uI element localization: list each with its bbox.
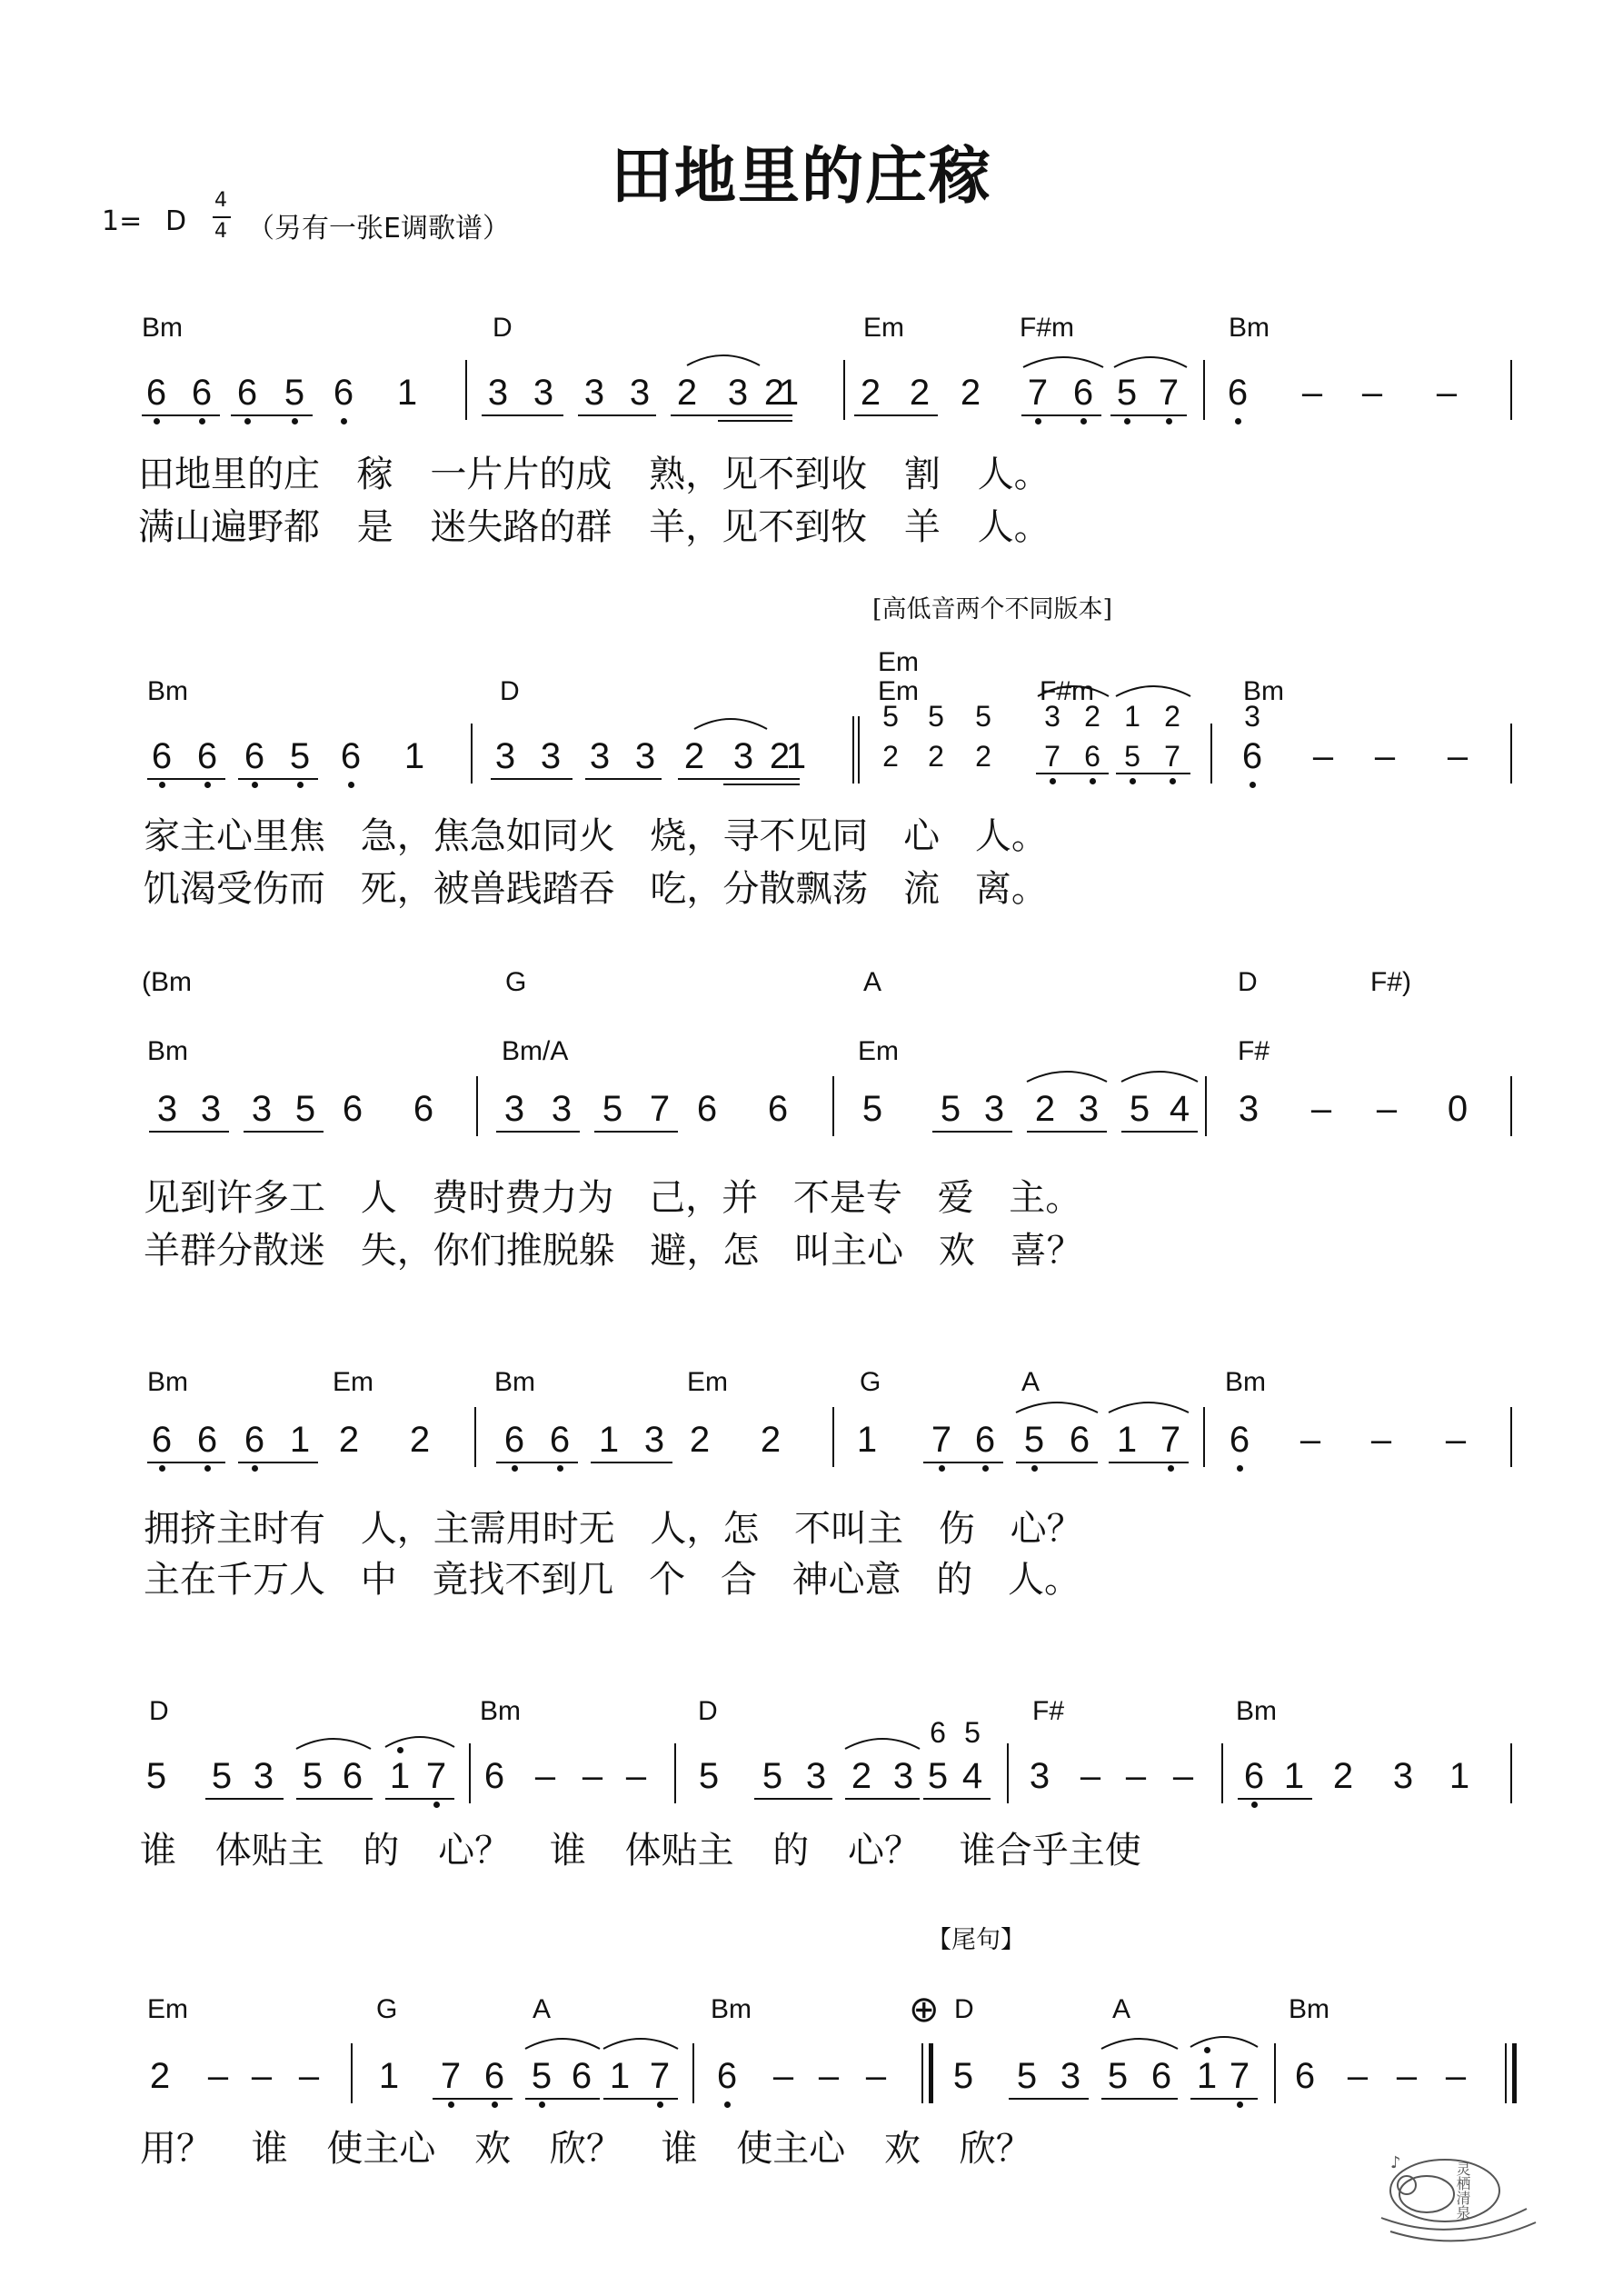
jianpu-note upper-voice: 3 <box>1044 700 1060 733</box>
jianpu-note: 5 <box>952 2056 974 2096</box>
jianpu-note: 7 <box>1229 2056 1250 2096</box>
tie-slur <box>1114 357 1187 367</box>
jianpu-note: 5 <box>698 1756 720 1796</box>
jianpu-note: 3 <box>251 1089 273 1129</box>
jianpu-note: 1 <box>378 2056 400 2096</box>
version-remark: [高低音两个不同版本] <box>872 595 1113 624</box>
jianpu-note lower-voice: 6 <box>1084 740 1100 773</box>
jianpu-note upper-voice: 3 <box>1244 700 1260 733</box>
tie-slur <box>1101 2039 1178 2049</box>
lyric-line: 羊群分散迷 失，你们推脱躲 避，怎 叫主心 欢 喜？ <box>144 1230 1083 1272</box>
jianpu-note: 6 <box>236 373 258 413</box>
chord-symbol: Bm <box>480 1696 521 1726</box>
jianpu-note: 6 <box>1294 2056 1316 2096</box>
chord-symbol: F#) <box>1370 967 1411 997</box>
chord-symbol: F# <box>1238 1036 1270 1066</box>
chord-symbol: Em <box>333 1367 373 1397</box>
chord-symbol: Bm <box>147 676 188 706</box>
lyric-line: 田地里的庄 稼 一片片的成 熟，见不到收 割 人。 <box>138 454 1050 495</box>
jianpu-note: 6 <box>1072 373 1094 413</box>
jianpu-note lower-voice: 2 <box>975 740 991 773</box>
jianpu-note: – <box>1301 373 1323 413</box>
jianpu-note: – <box>1125 1756 1147 1796</box>
chord-symbol: Bm <box>1229 313 1270 343</box>
chord-symbol: F#m <box>1040 676 1094 706</box>
jianpu-note: 3 <box>629 373 651 413</box>
jianpu-note: 4 <box>1169 1089 1190 1129</box>
lyric-line: 谁 体贴主 的 心？ 谁 体贴主 的 心？ 谁合乎主使 <box>140 1830 1141 1872</box>
jianpu-note: 2 <box>909 373 931 413</box>
jianpu-note: 3 <box>1238 1089 1260 1129</box>
jianpu-note: 6 <box>196 736 218 776</box>
jianpu-note: 0 <box>1447 1089 1469 1129</box>
jianpu-note: – <box>1445 2056 1467 2096</box>
jianpu-note: 5 <box>940 1089 961 1129</box>
lyric-line: 见到许多工 人 费时费力为 己，并 不是专 爱 主。 <box>144 1177 1082 1219</box>
jianpu-note: 3 <box>1029 1756 1050 1796</box>
jianpu-note: 1 <box>1196 2056 1218 2096</box>
jianpu-note: 6 <box>340 736 362 776</box>
time-signature-denominator: 4 <box>214 220 227 243</box>
jianpu-note: 3 <box>253 1756 274 1796</box>
jianpu-note: 6 <box>974 1420 996 1460</box>
chord-symbol: (Bm <box>142 967 192 997</box>
chord-symbol: D <box>500 676 520 706</box>
sheep-logo-icon <box>1381 2153 1536 2241</box>
jianpu-note: – <box>1310 1089 1332 1129</box>
chord-symbol: G <box>376 1994 398 2024</box>
jianpu-note: – <box>865 2056 887 2096</box>
jianpu-note: 6 <box>1243 1756 1265 1796</box>
tie-slur <box>1016 1403 1098 1413</box>
tie-slur <box>385 1737 454 1747</box>
jianpu-note: – <box>1374 736 1396 776</box>
jianpu-note: 5 <box>1023 1420 1045 1460</box>
jianpu-note: 5 <box>602 1089 623 1129</box>
jianpu-note: 3 <box>1060 2056 1081 2096</box>
jianpu-note: 6 <box>145 373 167 413</box>
jianpu-note upper-voice: 2 <box>1084 700 1100 733</box>
chord-symbol: D <box>149 1696 169 1726</box>
chord-symbol: Bm <box>494 1367 535 1397</box>
chord-symbol: Em <box>147 1994 188 2024</box>
jianpu-note: 1 <box>289 1420 311 1460</box>
tie-slur <box>1109 1403 1189 1413</box>
jianpu-note: – <box>251 2056 273 2096</box>
jianpu-note: 5 <box>289 736 311 776</box>
stamp-text: 灵栖清泉 <box>1454 2161 1471 2220</box>
jianpu-note: 5 <box>284 373 305 413</box>
time-signature-numerator: 4 <box>214 189 227 212</box>
chord-symbol: A <box>863 967 882 997</box>
tie-slur <box>1190 2037 1258 2047</box>
key-name: D <box>165 205 187 237</box>
lyric-line: 拥挤主时有 人，主需用时无 人，怎 不叫主 伤 心？ <box>144 1508 1083 1550</box>
chord-symbol: D <box>1238 967 1258 997</box>
jianpu-note: 6 <box>244 1420 265 1460</box>
tie-slur <box>1038 686 1109 696</box>
jianpu-note: 1 <box>403 736 425 776</box>
key-prefix: 1= <box>102 205 143 237</box>
jianpu-note upper-voice: 5 <box>928 700 944 733</box>
jianpu-note: 3 <box>156 1089 178 1129</box>
jianpu-note: 3 <box>1392 1756 1414 1796</box>
jianpu-note: 2 <box>860 373 881 413</box>
chord-symbol: A <box>533 1994 552 2024</box>
jianpu-note: 6 <box>333 373 354 413</box>
lyric-line: 家主心里焦 急，焦急如同火 烧，寻不见同 心 人。 <box>144 815 1048 857</box>
jianpu-note: 2 <box>409 1420 431 1460</box>
chord-symbol: G <box>860 1367 881 1397</box>
jianpu-note: 6 <box>413 1089 434 1129</box>
tie-slur <box>1121 1072 1198 1082</box>
jianpu-note upper-voice: 1 <box>1124 700 1140 733</box>
jianpu-note: 3 <box>583 373 605 413</box>
jianpu-note: 6 <box>716 2056 738 2096</box>
jianpu-note: 2 <box>149 2056 171 2096</box>
jianpu-note: 6 <box>151 1420 173 1460</box>
chord-symbol: F# <box>1032 1696 1065 1726</box>
jianpu-note: 3 <box>494 736 516 776</box>
jianpu-note: 7 <box>931 1420 952 1460</box>
tie-slur <box>1027 1072 1107 1082</box>
jianpu-note: 2 <box>1332 1756 1354 1796</box>
jianpu-note upper-voice: 5 <box>964 1716 981 1749</box>
jianpu-note: 1 <box>1283 1756 1305 1796</box>
tie-slur <box>1116 686 1190 696</box>
tie-slur <box>687 355 760 365</box>
jianpu-note: – <box>1361 373 1383 413</box>
jianpu-note: 3 <box>533 373 554 413</box>
jianpu-note: 2 <box>760 1420 782 1460</box>
jianpu-note: 2 <box>851 1756 872 1796</box>
jianpu-note: – <box>1312 736 1334 776</box>
chord-symbol: Em <box>878 647 919 677</box>
jianpu-note: 6 <box>1150 2056 1172 2096</box>
jianpu-note: 2 <box>1034 1089 1056 1129</box>
jianpu-note: 1 <box>389 1756 411 1796</box>
jianpu-note: 7 <box>1158 373 1180 413</box>
jianpu-note: – <box>1396 2056 1418 2096</box>
jianpu-note: – <box>772 2056 794 2096</box>
tie-slur <box>845 1739 920 1749</box>
jianpu-note: 2 <box>769 736 791 776</box>
jianpu-note: 1 <box>598 1420 620 1460</box>
chord-symbol: Bm <box>1289 1994 1329 2024</box>
coda-label: 【尾句】 <box>927 1926 1025 1954</box>
tie-slur <box>1023 357 1103 367</box>
chord-symbol: Bm <box>1243 676 1284 706</box>
jianpu-note lower-voice: 2 <box>928 740 944 773</box>
chord-symbol: F#m <box>1020 313 1074 343</box>
chord-symbol: Em <box>687 1367 728 1397</box>
jianpu-note: 1 <box>856 1420 878 1460</box>
jianpu-note: 3 <box>540 736 562 776</box>
jianpu-note: 6 <box>571 2056 592 2096</box>
jianpu-note: 3 <box>589 736 611 776</box>
jianpu-note: – <box>1347 2056 1369 2096</box>
tie-slur <box>525 2039 600 2049</box>
coda-symbol: ⊕ <box>909 1990 940 2030</box>
jianpu-note: 1 <box>396 373 418 413</box>
jianpu-note: 2 <box>763 373 785 413</box>
chord-symbol: Bm <box>147 1367 188 1397</box>
jianpu-note upper-voice: 5 <box>975 700 991 733</box>
chord-symbol: D <box>954 1994 974 2024</box>
jianpu-note: 6 <box>767 1089 789 1129</box>
jianpu-note: 6 <box>483 2056 505 2096</box>
jianpu-note: – <box>818 2056 840 2096</box>
jianpu-note: 3 <box>727 373 749 413</box>
tie-slur <box>694 719 767 729</box>
jianpu-note: 6 <box>196 1420 218 1460</box>
jianpu-note: 1 <box>609 2056 631 2096</box>
chord-symbol: Em <box>858 1036 899 1066</box>
jianpu-note: 7 <box>1027 373 1049 413</box>
key-note: （另有一张E调歌谱） <box>247 213 510 245</box>
jianpu-note: 6 <box>1241 736 1263 776</box>
song-title: 田地里的庄稼 <box>611 141 993 213</box>
jianpu-note: 3 <box>1078 1089 1100 1129</box>
lyric-line: 主在千万人 中 竟找不到几 个 合 神心意 的 人。 <box>144 1559 1081 1601</box>
jianpu-note: 6 <box>342 1756 363 1796</box>
chord-symbol: D <box>698 1696 718 1726</box>
jianpu-note: 3 <box>634 736 656 776</box>
jianpu-note: 2 <box>960 373 981 413</box>
jianpu-note: 7 <box>425 1756 447 1796</box>
jianpu-note lower-voice: 2 <box>882 740 899 773</box>
jianpu-note: – <box>1370 1420 1392 1460</box>
jianpu-note: 7 <box>649 2056 671 2096</box>
jianpu-note lower-voice: 7 <box>1164 740 1180 773</box>
chord-symbol: Bm/A <box>502 1036 569 1066</box>
svg-text:♪: ♪ <box>1390 2153 1401 2172</box>
jianpu-note: – <box>1080 1756 1101 1796</box>
lyric-line: 满山遍野都 是 迷失路的群 羊，见不到牧 羊 人。 <box>138 506 1050 548</box>
jianpu-note: 7 <box>440 2056 462 2096</box>
jianpu-note: – <box>1447 736 1469 776</box>
jianpu-note: 2 <box>689 1420 711 1460</box>
jianpu-note: 6 <box>151 736 173 776</box>
jianpu-note: – <box>1299 1420 1321 1460</box>
jianpu-note: 5 <box>1107 2056 1129 2096</box>
chord-symbol: Em <box>863 313 904 343</box>
jianpu-note: 3 <box>643 1420 665 1460</box>
jianpu-note: 6 <box>549 1420 571 1460</box>
chord-symbol: Bm <box>147 1036 188 1066</box>
jianpu-note: 3 <box>892 1756 914 1796</box>
jianpu-note upper-voice: 2 <box>1164 700 1180 733</box>
jianpu-note: 4 <box>961 1756 983 1796</box>
jianpu-note: 5 <box>762 1756 783 1796</box>
chord-symbol: Bm <box>142 313 183 343</box>
chord-symbol: D <box>493 313 513 343</box>
jianpu-note: 5 <box>1129 1089 1150 1129</box>
jianpu-note: 5 <box>294 1089 316 1129</box>
jianpu-note: 3 <box>200 1089 222 1129</box>
tie-slur <box>603 2039 678 2049</box>
jianpu-note: – <box>1172 1756 1194 1796</box>
jianpu-note: 3 <box>805 1756 827 1796</box>
jianpu-note lower-voice: 5 <box>1124 740 1140 773</box>
jianpu-note: 6 <box>1229 1420 1250 1460</box>
jianpu-note: 3 <box>983 1089 1005 1129</box>
jianpu-note: 3 <box>551 1089 573 1129</box>
jianpu-note: 5 <box>1116 373 1138 413</box>
jianpu-note: 2 <box>676 373 698 413</box>
jianpu-note: – <box>1436 373 1458 413</box>
jianpu-note: 6 <box>191 373 213 413</box>
jianpu-note: 5 <box>927 1756 949 1796</box>
lyric-line: 饥渴受伤而 死，被兽践踏吞 吃，分散飘荡 流 离。 <box>144 868 1048 910</box>
jianpu-note: 7 <box>1160 1420 1181 1460</box>
jianpu-note: – <box>625 1756 647 1796</box>
jianpu-note: – <box>1376 1089 1398 1129</box>
jianpu-note: 5 <box>531 2056 553 2096</box>
chord-symbol: A <box>1112 1994 1131 2024</box>
jianpu-note upper-voice: 5 <box>882 700 899 733</box>
jianpu-note: 3 <box>487 373 509 413</box>
chord-symbol: G <box>505 967 527 997</box>
jianpu-note: – <box>1445 1420 1467 1460</box>
jianpu-note: 6 <box>503 1420 525 1460</box>
chord-symbol: Bm <box>1236 1696 1277 1726</box>
jianpu-note: 6 <box>342 1089 363 1129</box>
chord-symbol: Em <box>878 676 919 706</box>
jianpu-note: – <box>207 2056 229 2096</box>
jianpu-note: – <box>582 1756 603 1796</box>
jianpu-note lower-voice: 7 <box>1044 740 1060 773</box>
jianpu-note: 1 <box>778 373 800 413</box>
jianpu-note: 6 <box>696 1089 718 1129</box>
jianpu-note: 6 <box>1069 1420 1090 1460</box>
jianpu-note: 5 <box>1016 2056 1038 2096</box>
jianpu-note upper-voice: 6 <box>930 1716 946 1749</box>
jianpu-note: 1 <box>1116 1420 1138 1460</box>
jianpu-note: 3 <box>732 736 754 776</box>
jianpu-note: 1 <box>1449 1756 1470 1796</box>
chord-symbol: Bm <box>711 1994 752 2024</box>
jianpu-note: 6 <box>1227 373 1249 413</box>
jianpu-note: 6 <box>244 736 265 776</box>
jianpu-note: 5 <box>145 1756 167 1796</box>
jianpu-note: 2 <box>683 736 705 776</box>
jianpu-note: 6 <box>483 1756 505 1796</box>
jianpu-note: 3 <box>503 1089 525 1129</box>
jianpu-note: 1 <box>785 736 807 776</box>
jianpu-note: – <box>298 2056 320 2096</box>
jianpu-note: 5 <box>302 1756 324 1796</box>
chord-symbol: Bm <box>1225 1367 1266 1397</box>
jianpu-note: 2 <box>338 1420 360 1460</box>
jianpu-note: 5 <box>861 1089 883 1129</box>
jianpu-note: 7 <box>649 1089 671 1129</box>
chord-symbol: A <box>1021 1367 1041 1397</box>
tie-slur <box>296 1739 371 1749</box>
lyric-line: 用？ 谁 使主心 欢 欣？ 谁 使主心 欢 欣？ <box>140 2128 1032 2170</box>
jianpu-note: 5 <box>211 1756 233 1796</box>
jianpu-note: – <box>534 1756 556 1796</box>
